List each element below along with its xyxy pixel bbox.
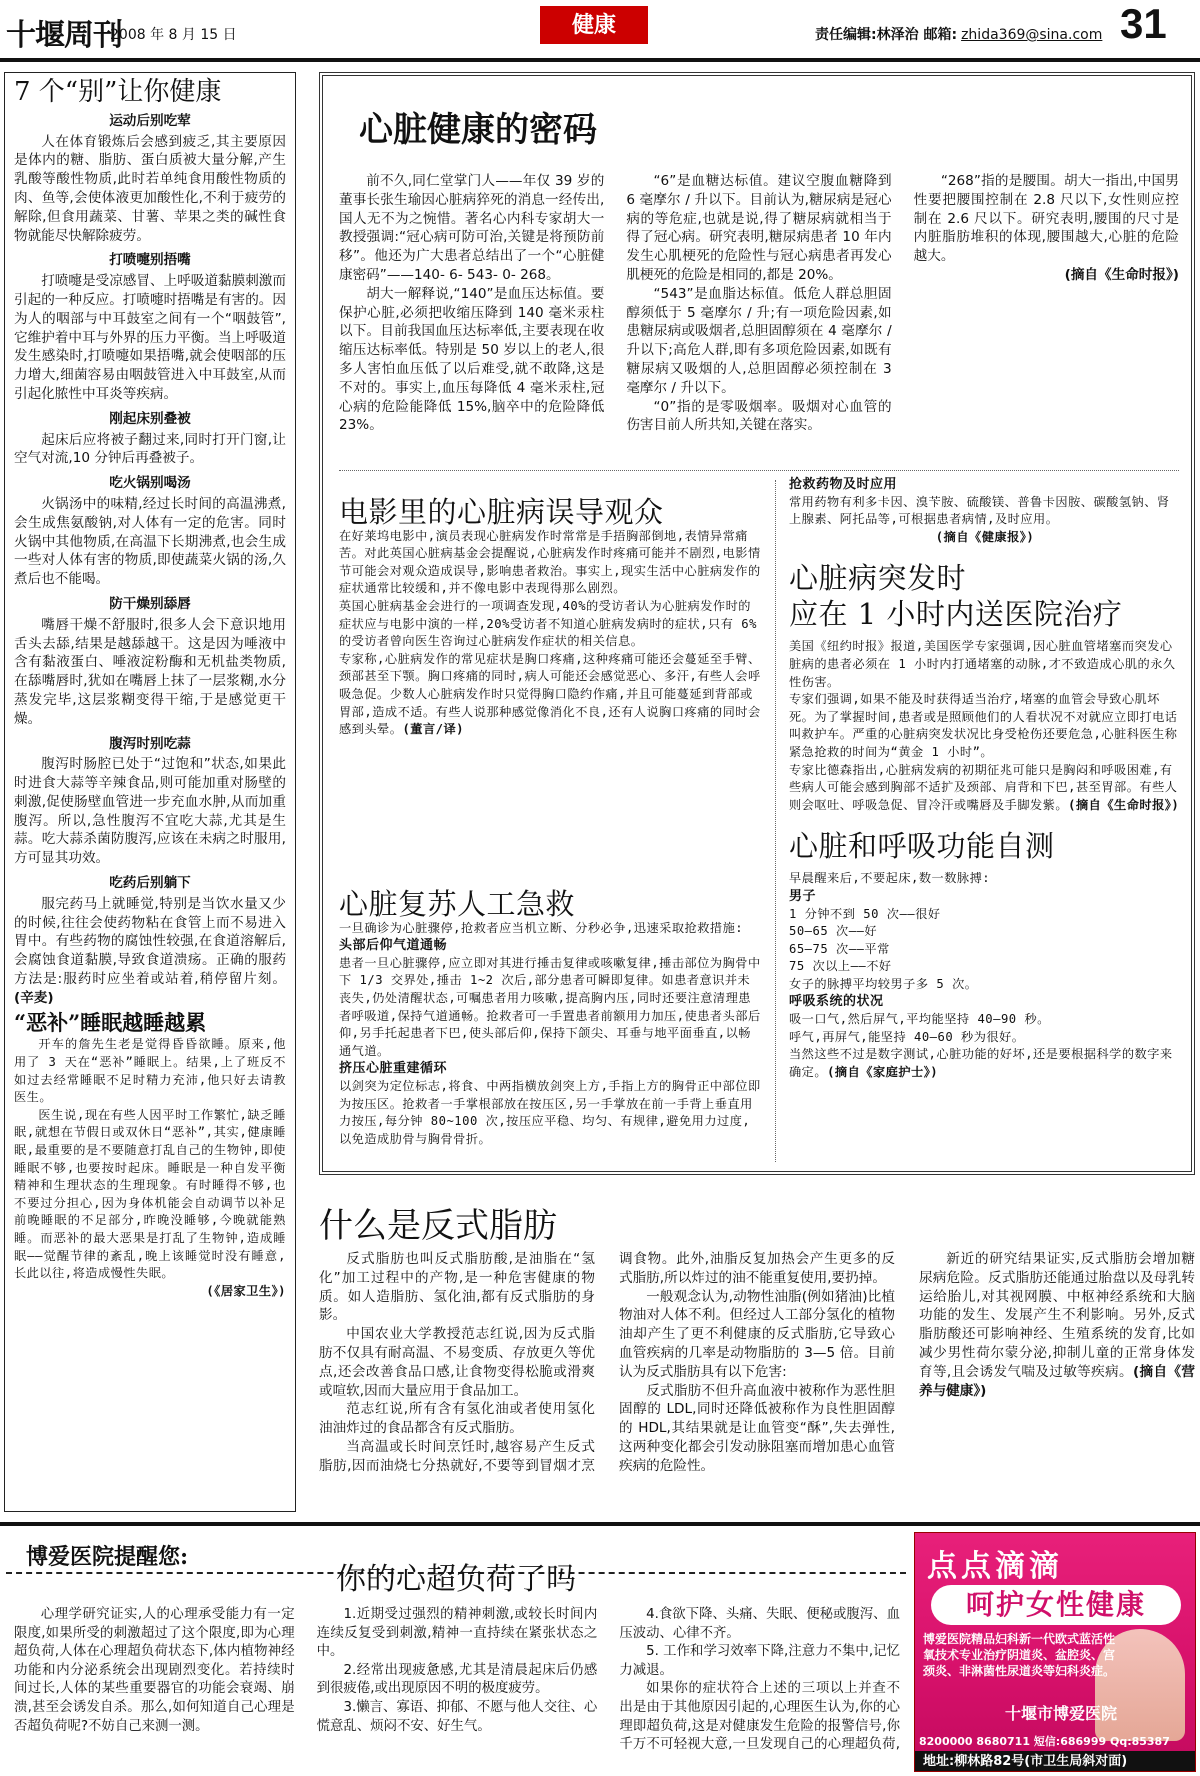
pulse-line: 女子的脉搏平均较男子多 5 次。 bbox=[789, 976, 978, 991]
article-title-trans-fat: 什么是反式脂肪 bbox=[319, 1206, 557, 1246]
heart-feature-frame bbox=[319, 72, 1195, 1175]
masthead bbox=[0, 0, 1200, 62]
newspaper-logo: 十堰周刊 bbox=[6, 18, 122, 53]
paragraph: 一旦确诊为心脏骤停,抢救者应当机立断、分秒必争,迅速采取抢救措施: bbox=[339, 920, 744, 935]
source-credit: (摘自《生命时报》) bbox=[1068, 797, 1180, 812]
paragraph bbox=[14, 895, 286, 1008]
paragraph: 英国心脏病基金会进行的一项调查发现,40%的受访者认为心脏病发作时的症状应与电影中演的一样,20%受访者不知道心脏病发病时的症状,只有 6%的受访者曾向医生咨询过心脏病发作症状的相关信息。 bbox=[339, 598, 757, 649]
paragraph: 开车的詹先生老是觉得昏昏欲睡。原来,他用了 3 天在“恶补”睡眠上。结果,上了班反不如过去经常睡眠不足时精力充沛,他只好去请教医生。 bbox=[14, 1037, 286, 1105]
subhead: 吃火锅别喝汤 bbox=[109, 475, 191, 492]
source-credit: (摘自《生命时报》) bbox=[1064, 266, 1179, 283]
film-article bbox=[339, 476, 761, 896]
paragraph: 一般观念认为,动物性油脂(例如猪油)比植物油对人体不利。但经过人工部分氢化的植物油却产生了更不利健康的反式脂肪,它导致心血管疾病的几率是动物脂肪的 3—5 倍。目前认为反式脂肪具有以下危害: bbox=[619, 1288, 895, 1380]
subhead: 腹泻时别吃蒜 bbox=[109, 735, 191, 752]
paragraph: 腹泻时肠腔已处于“过饱和”状态,如果此时进食大蒜等辛辣食品,则可能加重对肠壁的刺激,促使肠壁血管进一步充血水肿,从而加重腹泻。所以,急性腹泻不宜吃大蒜,尤其是生蒜。吃大蒜杀菌防腹泻,应该在未病之时服用,方可显其功效。 bbox=[14, 756, 286, 867]
subhead: 抢救药物及时应用 bbox=[789, 477, 898, 492]
source-credit: (摘自《健康报》) bbox=[935, 529, 1035, 544]
paragraph-text: 专家比德森指出,心脏病发病的初期征兆可能只是胸闷和呼吸困难,有些病人可能会感到胸部不适扩及颈部、肩背和下巴,甚至胃部。有些人则会呕吐、呼吸急促、冒冷汗或嘴唇及手脚发紫。 bbox=[789, 762, 1178, 812]
paragraph bbox=[919, 1250, 1195, 1400]
trans-fat-body bbox=[319, 1250, 1195, 1512]
paragraph: 专家们强调,如果不能及时获得适当治疗,堵塞的血管会导致心肌坏死。为了掌握时间,患者或是照顾他们的人看状况不对就应立即打电话叫救护车。严重的心脏病突发状况比身受枪伤还要危急,心脏科医生称紧急抢救的时间为“黄金 1 小时”。 bbox=[789, 692, 1178, 759]
subhead: 呼吸系统的状况 bbox=[789, 994, 884, 1010]
paragraph: 胡大一解释说,“140”是血压达标值。要保护心脏,必须把收缩压降到 140 毫米汞柱以下。目前我国血压达标率低,主要表现在收缩压达标率低。特别是 50 岁以上的老人,很多人害怕血压低了以后难受,就不敢降,这是不对的。事实上,血压每降低 4 毫米汞柱,冠心病的危险能降低 15%,脑卒中的危险降低 23%。 bbox=[339, 285, 605, 434]
divider bbox=[775, 480, 776, 1162]
paragraph bbox=[789, 762, 1181, 815]
article-title-film: 电影里的心脏病误导观众 bbox=[339, 495, 664, 529]
paragraph: 吸一口气,然后屏气,平均能坚持 40—90 秒。 bbox=[789, 1012, 1050, 1027]
paragraph: 反式脂肪不但升高血液中被称作为恶性胆固醇的 LDL,同时还降低被称作为良性胆固醇的 HDL,其结果就是让血管变“酥”,失去弹性,这两种变化都会引发动脉阻塞而增加患心血管疾病的危险性。 bbox=[619, 1382, 895, 1474]
paragraph: 美国《纽约时报》报道,美国医学专家强调,因心脏血管堵塞而突发心脏病的患者必须在 1 小时内打通堵塞的动脉,才不致造成心肌的永久性伤害。 bbox=[789, 639, 1176, 689]
paragraph: 早晨醒来后,不要起床,数一数脉搏: bbox=[789, 871, 991, 886]
paragraph: 4.食欲下降、头痛、失眠、便秘或腹泻、血压波动、心律不齐。 bbox=[619, 1607, 900, 1641]
subhead: 打喷嚏别捂嘴 bbox=[109, 252, 191, 269]
ad-phone: 8200000 8680711 短信:686999 Qq:85387 bbox=[919, 1735, 1170, 1748]
paragraph: 在好莱坞电影中,演员表现心脏病发作时常常是手捂胸部倒地,表情异常痛苦。对此英国心脏病基金会提醒说,心脏病发作时疼痛可能并不剧烈,电影情节可能会对观众造成误导,影响患者救治。事实上,现实生活中心脏病发作的症状通常比较缓和,并不像电影中表现得那么剧烈。 bbox=[339, 528, 761, 596]
ad-description: 博爱医院精品妇科新一代欧式蓝活性氧技术专业治疗阴道炎、盆腔炎、宫颈炎、非淋菌性尿道炎等妇科炎症。 bbox=[923, 1632, 1116, 1678]
ad-hospital-name: 十堰市博爱医院 bbox=[1005, 1704, 1118, 1723]
left-column bbox=[4, 72, 296, 1512]
paragraph: 当高温或长时间烹饪时,越容易产生反式脂肪,因而油烧七分热就好,不要等到冒烟才烹调食物。此外,油脂反复加热会产生更多的反式脂肪,所以炸过的油不能重复使用,要扔掉。 bbox=[319, 1251, 895, 1474]
subhead: 挤压心脏重建循环 bbox=[339, 1061, 448, 1077]
overload-body bbox=[14, 1606, 900, 1770]
subhead: 吃药后别躺下 bbox=[109, 875, 191, 892]
paragraph: 中国农业大学教授范志红说,因为反式脂肪不仅具有耐高温、不易变质、存放更久等优点,还会改善食品口感,让食物变得松脆或滑爽或喧软,因而大量应用于食品加工。 bbox=[319, 1326, 595, 1399]
article-title-overload: 你的心超负荷了吗 bbox=[336, 1562, 576, 1597]
paragraph: 呼气,再屏气,能坚持 40—60 秒为很好。 bbox=[789, 1029, 1025, 1044]
issue-date: 2008 年 8 月 15 日 bbox=[110, 27, 237, 43]
paragraph: 心理学研究证实,人的心理承受能力有一定限度,如果所受的刺激超过了这个限度,即为心理超负荷,人体在心理超负荷状态下,体内植物神经功能和内分泌系统会出现剧烈变化。若持续时间过长,人体的某些重要器官的功能会衰竭、崩溃,甚至会诱发自杀。那么,如何知道自己心理是否超负荷呢?不妨自己来测一测。 bbox=[14, 1607, 295, 1734]
subhead: 男子 bbox=[789, 888, 817, 904]
ad-headline: 点点滴滴 bbox=[927, 1549, 1063, 1584]
editor-line bbox=[815, 24, 1102, 44]
paragraph: 打喷嚏是受凉感冒、上呼吸道黏膜刺激而引起的一种反应。打喷嚏时捂嘴是有害的。因为人的咽部与中耳鼓室之间有一个“咽鼓管”,它维护着中耳与外界的压力平衡。当上呼吸道发生感染时,打喷嚏如果捂嘴,就会使咽部的压力增大,细菌容易由咽鼓管进入中耳鼓室,从而引起化脓性中耳炎等疾病。 bbox=[14, 273, 286, 402]
page-number: 31 bbox=[1120, 0, 1167, 47]
paragraph: 3.懒言、寡语、抑郁、不愿与他人交往、心慌意乱、烦闷不安、好生气。 bbox=[316, 1699, 598, 1734]
paragraph: 以剑突为定位标志,将食、中两指横放剑突上方,手指上方的胸骨正中部位即为按压区。抢救者一手掌根部放在按压区,另一手掌放在前一手背上垂直用力按压,每分钟 80~100 次,按压应平稳、均匀、有规律,避免用力过度,以免造成肋骨与胸骨骨折。 bbox=[339, 1078, 761, 1146]
paragraph: “543”是血脂达标值。低危人群总胆固醇须低于 5 毫摩尔 / 升;有一项危险因素,如患糖尿病或吸烟者,总胆固醇须在 4 毫摩尔 / 升以下;高危人群,即有多项危险因素,如既有糖尿病又吸烟的人,总胆固醇必须控制在 3 毫摩尔 / 升以下。 bbox=[626, 285, 892, 396]
subhead: 头部后仰气道通畅 bbox=[339, 938, 448, 954]
paragraph-text: 当然这些不过是数字测试,心脏功能的好坏,还是要根据科学的数字来确定。 bbox=[789, 1047, 1173, 1079]
heart-code-body bbox=[339, 172, 1179, 472]
paragraph: 起床后应将被子翻过来,同时打开门窗,让空气对流,10 分钟后再叠被子。 bbox=[14, 431, 286, 467]
cpr-article bbox=[339, 887, 761, 1166]
paragraph: 火锅汤中的味精,经过长时间的高温沸煮,会生成焦氨酸钠,对人体有一定的危害。同时火锅中其他物质,在高温下长期沸煮,也会生成一些对人体有害的物质,即使蔬菜火锅的汤,久煮后也不能喝。 bbox=[14, 495, 286, 588]
article-title-seven-dont: 7 个“别”让你健康 bbox=[14, 77, 222, 107]
paragraph: 2.经常出现疲惫感,尤其是清晨起床后仍感到很疲倦,或出现原因不明的极度疲劳。 bbox=[316, 1662, 598, 1697]
pulse-line: 65—75 次——平常 bbox=[789, 941, 890, 956]
paragraph-text: 专家称,心脏病发作的常见症状是胸口疼痛,这种疼痛可能还会蔓延至手臂、颈部甚至下颚。胸口疼痛的同时,病人可能还会感觉恶心、多汗,有些人会呼吸急促。少数人心脏病发作时只觉得胸口隐约作痛,并且可能蔓延到背部或胃部,造成不适。有些人说那种感觉像消化不良,还有人说胸口疼痛的同时会感到头晕。 bbox=[339, 651, 761, 737]
paragraph-text: 服完药马上就睡觉,特别是当饮水量又少的时候,往往会使药物粘在食管上而不易进入胃中。有些药物的腐蚀性较强,在食道溶解后,会腐蚀食道黏膜,导致食道溃疡。正确的服药方法是:服药时应坐着或站着,稍停留片刻。 bbox=[14, 895, 286, 988]
paragraph bbox=[339, 651, 761, 739]
subhead: 刚起床别叠被 bbox=[109, 410, 191, 427]
subhead: 运动后别吃荤 bbox=[109, 112, 191, 129]
editor-email-link[interactable]: zhida369@sina.com bbox=[961, 27, 1103, 43]
hospital-reminder bbox=[6, 1532, 908, 1772]
article-title-cpr: 心脏复苏人工急救 bbox=[339, 887, 576, 921]
paragraph: “0”指的是零吸烟率。吸烟对心血管的伤害目前人所共知,关键在落实。 bbox=[626, 398, 892, 434]
paragraph: 常用药物有利多卡因、溴苄胺、硫酸镁、普鲁卡因胺、碳酸氢钠、肾上腺素、阿托品等,可根据患者病情,及时应用。 bbox=[789, 494, 1170, 527]
hospital-label: 博爱医院提醒您: bbox=[26, 1544, 189, 1570]
paragraph: 前不久,同仁堂掌门人——年仅 39 岁的董事长张生瑜因心脏病猝死的消息一经传出,国人无不为之惋惜。著名心内科专家胡大一教授强调:“冠心病可防可治,关键是将预防前移”。他还为广大患者总结出了一个“心脏健康密码”——140- 6- 543- 0- 268。 bbox=[339, 173, 605, 283]
source-credit: (摘自《家庭护士》) bbox=[827, 1064, 939, 1079]
source-credit: (辛麦) bbox=[14, 989, 54, 1006]
paragraph: “268”指的是腰围。胡大一指出,中国男性要把腰围控制在 2.8 尺以下,女性则应控制在 2.6 尺以下。研究表明,腰围的尺寸是内脏脂肪堆积的体现,腰围越大,心脏的危险越大。 bbox=[913, 173, 1179, 265]
pulse-line: 75 次以上——不好 bbox=[789, 959, 892, 974]
article-title-one-hour: 心脏病突发时 应在 1 小时内送医院治疗 bbox=[789, 561, 1123, 632]
subhead: 防干燥别舔唇 bbox=[109, 595, 191, 612]
article-title-self-test: 心脏和呼吸功能自测 bbox=[789, 829, 1055, 864]
paragraph: 反式脂肪也叫反式脂肪酸,是油脂在“氢化”加工过程中的产物,是一种危害健康的物质。如人造脂肪、氢化油,都有反式脂肪的身影。 bbox=[319, 1251, 595, 1324]
article-title-heart-code: 心脏健康的密码 bbox=[359, 110, 597, 150]
divider bbox=[0, 1522, 1200, 1526]
divider bbox=[339, 470, 1179, 471]
paragraph: 人在体育锻炼后会感到疲乏,其主要原因是体内的糖、脂肪、蛋白质被大量分解,产生乳酸等酸性物质,此时若单纯食用酸性物质的肉、鱼等,会使体液更加酸性化,不利于疲劳的解除,但食用蔬菜、甘薯、苹果之类的碱性食物就能尽快解除疲劳。 bbox=[14, 133, 286, 244]
paragraph: 如果你的症状符合上述的三项以上并查不出是由于其他原因引起的,心理医生认为,你的心理即超负荷,这是对健康发生危险的报警信号,你千万不可轻视大意,一旦发现自己的心理超负荷, bbox=[619, 1681, 900, 1753]
editor-label: 责任编辑:林泽治 邮箱: bbox=[815, 27, 958, 43]
paragraph: “6”是血糖达标值。建议空腹血糖降到 6 毫摩尔 / 升以下。目前认为,糖尿病是冠心病的等危症,也就是说,得了糖尿病就相当于得了冠心病。研究表明,糖尿病患者 10 年内发生心肌梗死的危险性与冠心病患者再发心肌梗死的危险是相同的,都是 20%。 bbox=[626, 173, 892, 283]
paragraph bbox=[789, 1046, 1181, 1081]
hospital-advertisement[interactable] bbox=[914, 1532, 1196, 1772]
paragraph: 医生说,现在有些人因平时工作繁忙,缺乏睡眠,就想在节假日或双休日“恶补”,其实,健康睡眠,最重要的是不要随意打乱自己的生物钟,即使睡眠不够,也要按时起床。睡眠是一种自发平衡精神和生理状态的生理现象。有时睡得不够,也不要过分担心,因为身体机能会自动调节以补足前晚睡眠的不足部分,昨晚没睡够,今晚就能熟睡。而恶补的最大恶果是打乱了生物钟,造成睡眠——觉醒节律的紊乱,晚上该睡觉时没有睡意,长此以往,将造成慢性失眠。 bbox=[14, 1107, 286, 1281]
paragraph-text: 新近的研究结果证实,反式脂肪会增加糖尿病危险。反式脂肪还能通过胎盘以及母乳转运给胎儿,对其视网膜、中枢神经系统和大脑功能的发生、发展产生不利影响。另外,反式脂肪酸还可影响神经、生殖系统的发育,比如减少男性荷尔蒙分泌,抑制儿童的正常身体发育等,且会诱发气喘及过敏等疾病。 bbox=[919, 1251, 1195, 1380]
source-credit: (董言/译) bbox=[402, 722, 465, 737]
right-articles bbox=[789, 476, 1181, 1166]
source-credit: (《居家卫生》) bbox=[206, 1283, 286, 1298]
paragraph: 患者一旦心脏骤停,应立即对其进行捶击复律或咳嗽复律,捶击部位为胸骨中下 1/3 交界处,捶击 1~2 次后,部分患者可瞬即复律。如患者意识并未丧失,仍处清醒状态,可嘱患者用力咳嗽,提高胸内压,同时还要注意清理患者呼吸道,保持气道通畅。抢救者可一手置患者前额用力加压,使患者头部后仰,另手托起患者下巴,使头部后仰,保持下颌尖、耳垂与地平面垂直,以畅通气道。 bbox=[339, 955, 761, 1058]
ad-slogan: 呵护女性健康 bbox=[931, 1585, 1181, 1625]
pulse-line: 50—65 次——好 bbox=[789, 924, 878, 939]
source-credit: (摘自《营养与健康》) bbox=[919, 1363, 1195, 1399]
paragraph: 范志红说,所有含有氢化油或者使用氢化油油炸过的食品都含有反式脂肪。 bbox=[319, 1401, 595, 1437]
paragraph: 1.近期受过强烈的精神刺激,或较长时间内连续反复受到刺激,精神一直持续在紧张状态之中。 bbox=[316, 1607, 598, 1660]
section-badge: 健康 bbox=[540, 6, 648, 44]
ad-address: 地址:柳林路82号(市卫生局斜对面) bbox=[915, 1751, 1196, 1772]
pulse-line: 1 分钟不到 50 次——很好 bbox=[789, 906, 941, 921]
paragraph: 嘴唇干燥不舒服时,很多人会下意识地用舌头去舔,结果是越舔越干。这是因为唾液中含有黏液蛋白、唾液淀粉酶和无机盐类物质,在舔嘴唇时,犹如在嘴唇上抹了一层浆糊,水分蒸发完毕,这层浆糊变得干缩,于是感觉更干燥。 bbox=[14, 616, 286, 727]
paragraph: 5. 工作和学习效率下降,注意力不集中,记忆力减退。 bbox=[619, 1644, 900, 1678]
article-title-sleep: “恶补”睡眠越睡越累 bbox=[14, 1009, 207, 1035]
